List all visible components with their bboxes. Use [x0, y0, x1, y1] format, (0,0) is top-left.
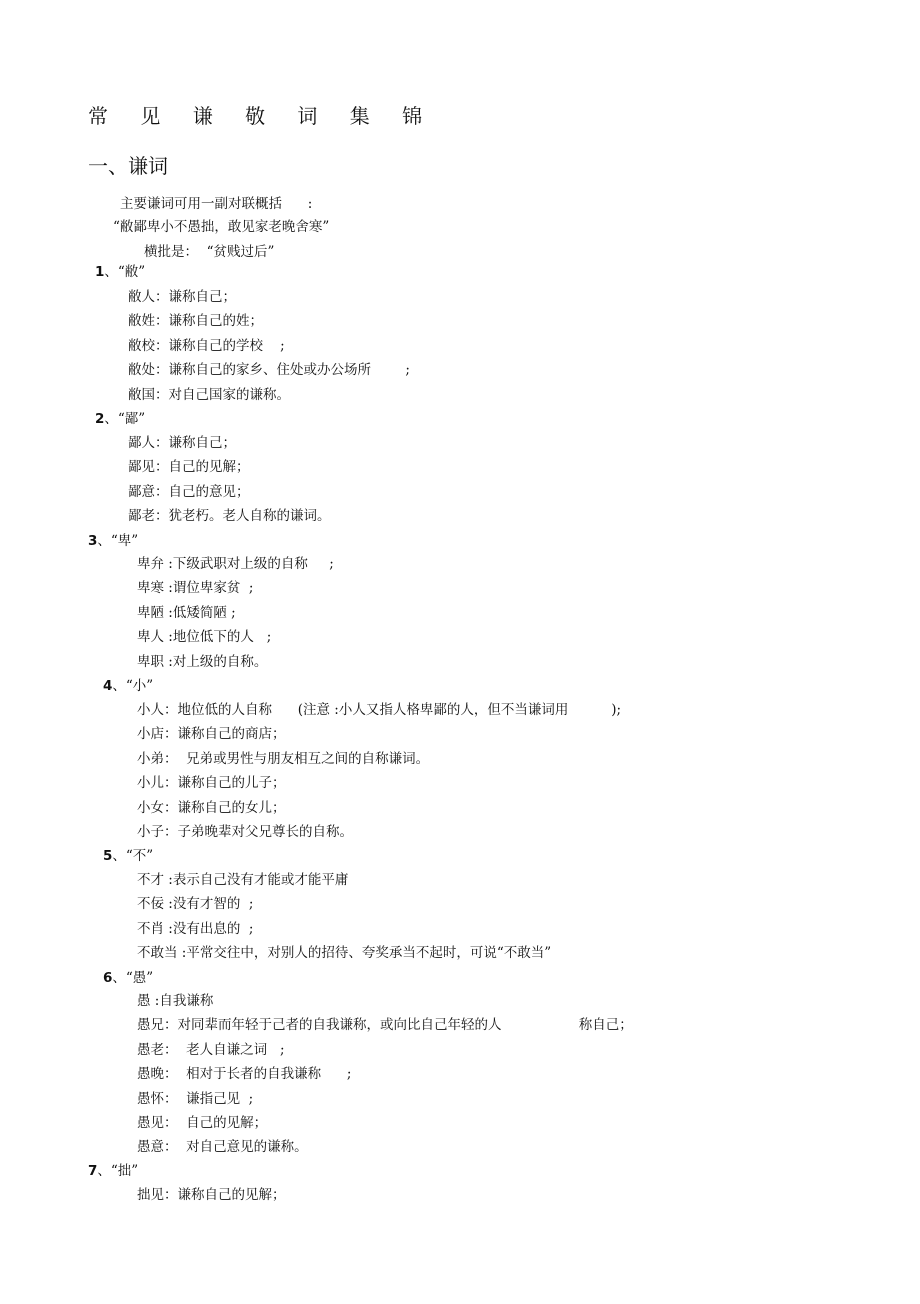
- intro-line: 主要谦词可用一副对联概括 :: [120, 196, 313, 212]
- list-item: 不才 :表示自己没有才能或才能平庸: [137, 872, 349, 888]
- list-item: 鄙人：谦称自己；: [128, 435, 236, 451]
- list-item: 小店：谦称自己的商店；: [137, 726, 286, 743]
- group-1-items: [128, 285, 410, 407]
- intro-horizontal-scroll: 横批是： “贫贱过后”: [144, 244, 275, 260]
- group-6-items: [137, 989, 633, 1160]
- list-item: 敝国：对自己国家的谦称。: [128, 386, 290, 403]
- group-1: [95, 260, 145, 284]
- document-title: 常 见 谦 敬 词 集 锦: [88, 104, 436, 128]
- group-2-items: [128, 431, 331, 529]
- list-item: 拙见：谦称自己的见解；: [137, 1187, 286, 1203]
- group-2: [95, 407, 145, 431]
- list-item: 卑寒 :谓位卑家贫 ;: [137, 580, 254, 597]
- list-item: 愚怀： 谦指己见 ;: [137, 1090, 254, 1107]
- list-item: 鄙意：自己的意见；: [128, 483, 250, 500]
- group-7-items: [137, 1183, 286, 1207]
- list-item: 愚意： 对自己意见的谦称。: [137, 1139, 308, 1156]
- list-item: 敝姓：谦称自己的姓；: [128, 313, 263, 330]
- group-heading: 4、“小”: [103, 678, 154, 694]
- list-item: 卑弁 :下级武职对上级的自称 ;: [137, 556, 334, 572]
- list-item: 愚兄：对同辈而年轻于己者的自我谦称，或向比自己年轻的人 称自己；: [137, 1017, 633, 1034]
- group-6: [103, 966, 153, 990]
- list-item: 小子：子弟晚辈对父兄尊长的自称。: [137, 823, 353, 840]
- list-item: 敝处：谦称自己的家乡、住处或办公场所 ;: [128, 362, 410, 379]
- list-item: 愚晚： 相对于长者的自我谦称 ;: [137, 1066, 352, 1083]
- group-5: [103, 844, 153, 868]
- group-4: [103, 674, 153, 698]
- group-5-items: [137, 868, 551, 966]
- group-4-items: [137, 698, 621, 844]
- list-item: 卑职 :对上级的自称。: [137, 653, 268, 670]
- group-heading: 2、“鄙”: [95, 411, 146, 427]
- group-heading: 7、“拙”: [88, 1163, 139, 1179]
- intro-couplet: “敝鄙卑小不愚拙，敢见家老晚舍寒”: [113, 219, 330, 235]
- group-heading: 3、“卑”: [88, 533, 139, 549]
- list-item: 敝校：谦称自己的学校 ;: [128, 337, 285, 354]
- group-heading: 1、“敝”: [95, 264, 146, 280]
- list-item: 小人：地位低的人自称 (注意 :小人又指人格卑鄙的人，但不当谦词用 );: [137, 702, 622, 718]
- list-item: 鄙见：自己的见解；: [128, 459, 250, 476]
- list-item: 鄙老：犹老朽。老人自称的谦词。: [128, 508, 331, 525]
- list-item: 卑人 :地位低下的人 ;: [137, 629, 272, 646]
- group-3: [88, 529, 138, 553]
- list-item: 愚老： 老人自谦之词 ;: [137, 1041, 285, 1058]
- list-item: 愚 :自我谦称: [137, 993, 214, 1009]
- group-7: [88, 1159, 138, 1183]
- group-heading: 5、“不”: [103, 848, 154, 864]
- list-item: 小弟： 兄弟或男性与朋友相互之间的自称谦词。: [137, 750, 430, 767]
- group-heading: 6、“愚”: [103, 970, 154, 986]
- group-3-items: [137, 552, 334, 674]
- list-item: 卑陋 :低矮简陋 ;: [137, 604, 236, 621]
- section-heading: 一、谦词: [88, 154, 168, 178]
- list-item: 愚见： 自己的见解；: [137, 1114, 268, 1131]
- list-item: 不肖 :没有出息的 ;: [137, 920, 254, 937]
- list-item: 不佞 :没有才智的 ;: [137, 896, 254, 913]
- list-item: 小女：谦称自己的女儿；: [137, 799, 286, 816]
- list-item: 不敢当 :平常交往中，对别人的招待、夸奖承当不起时，可说“不敢当”: [137, 945, 552, 962]
- list-item: 小儿：谦称自己的儿子；: [137, 775, 286, 792]
- list-item: 敝人：谦称自己；: [128, 289, 236, 305]
